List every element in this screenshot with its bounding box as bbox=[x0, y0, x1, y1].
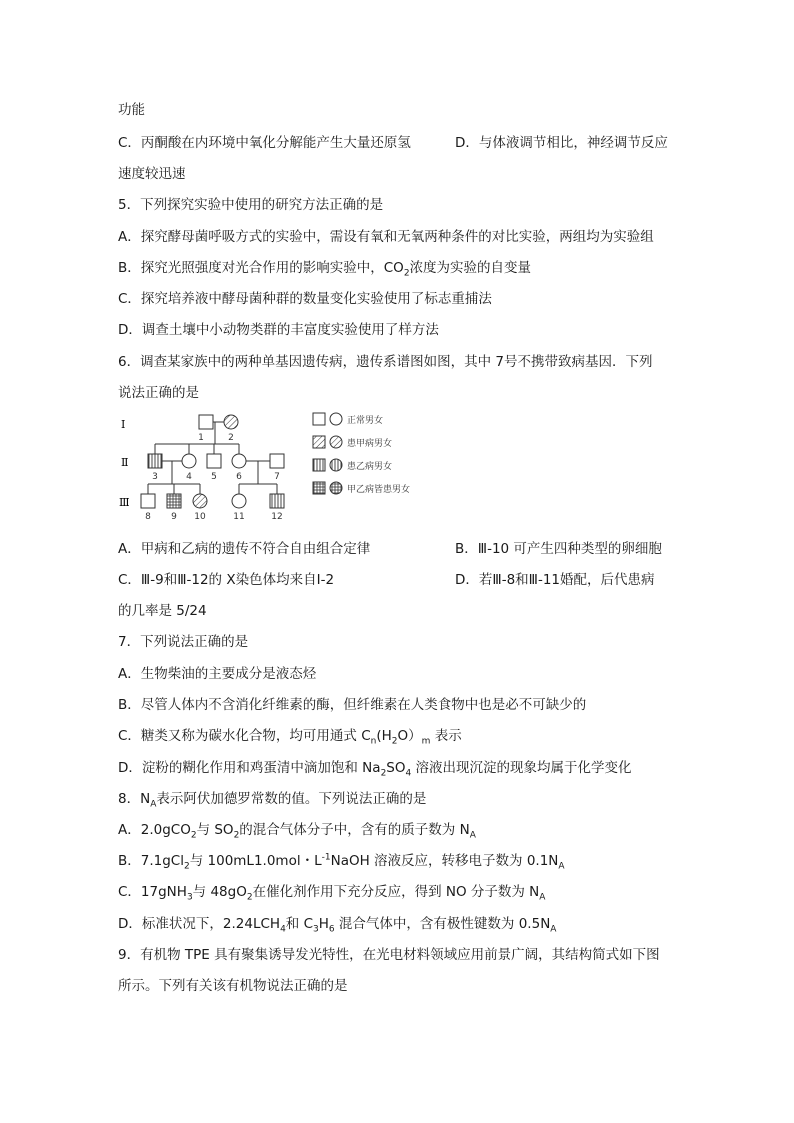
individual-number: 5 bbox=[211, 472, 217, 482]
individual-number: 3 bbox=[152, 472, 158, 482]
individual-9 bbox=[167, 494, 181, 508]
individual-number: 10 bbox=[194, 512, 206, 522]
q6-stem-cont: 说法正确的是 bbox=[118, 385, 199, 401]
q7-option-a: A．生物柴油的主要成分是液态烃 bbox=[118, 666, 317, 682]
q8-option-d: D．标准状况下，$2.24LCH_4$和 $C_3H_6$ 混合气体中，含有极性键数为 $0.5N_A$ bbox=[118, 916, 557, 935]
legend-label: 患乙病男女 bbox=[347, 462, 393, 472]
individual-7 bbox=[270, 454, 284, 468]
q8-stem: 8．$N_A$表示阿伏加德罗常数的值。下列说法正确的是 bbox=[118, 791, 427, 810]
individual-8 bbox=[141, 494, 155, 508]
q5-stem: 5．下列探究实验中使用的研究方法正确的是 bbox=[118, 197, 384, 213]
individual-5 bbox=[207, 454, 221, 468]
q4-option-d-cont: 速度较迅速 bbox=[118, 166, 186, 182]
q7-option-c: C．糖类又称为碳水化合物，均可用通式 $C_n(H_2O)_m$ 表示 bbox=[118, 728, 462, 747]
individual-2 bbox=[224, 415, 238, 429]
q6-stem: 6．调查某家族中的两种单基因遗传病，遗传系谱图如图，其中 7号不携带致病基因．下列 bbox=[118, 354, 653, 370]
q5-option-c: C．探究培养液中酵母菌种群的数量变化实验使用了标志重捕法 bbox=[118, 291, 492, 307]
q5-option-a: A．探究酵母菌呼吸方式的实验中，需设有氧和无氧两种条件的对比实验，两组均为实验组 bbox=[118, 229, 654, 245]
individual-number: 8 bbox=[145, 512, 151, 522]
q4-option-d: D．与体液调节相比，神经调节反应 bbox=[455, 135, 668, 151]
q9-stem: 9．有机物 TPE 具有聚集诱导发光特性，在光电材料领域应用前景广阔，其结构简式如下图 bbox=[118, 947, 660, 963]
legend-label: 正常男女 bbox=[347, 416, 384, 426]
individual-12 bbox=[270, 494, 284, 508]
individual-number: 12 bbox=[271, 512, 283, 522]
legend-label: 甲乙病皆患男女 bbox=[347, 485, 411, 495]
q9-stem-cont: 所示。下列有关该有机物说法正确的是 bbox=[118, 978, 348, 994]
q6-option-d: D．若Ⅲ-8和Ⅲ-11婚配，后代患病 bbox=[455, 572, 655, 588]
q6-option-c: C．Ⅲ-9和Ⅲ-12的 X染色体均来自Ⅰ-2 bbox=[118, 572, 335, 588]
individual-11 bbox=[232, 494, 246, 508]
individual-number: 7 bbox=[274, 472, 280, 482]
text-line: 功能 bbox=[118, 102, 145, 118]
q6-option-d-cont: 的几率是 5/24 bbox=[118, 603, 207, 619]
pedigree-chart bbox=[118, 408, 428, 526]
q8-option-c: C．17gNH$_3$与 $48gO_2$在催化剂作用下充分反应，得到 NO 分子数为 $N_A$ bbox=[118, 884, 546, 903]
q7-option-d: D．淀粉的糊化作用和鸡蛋清中滴加饱和 $Na_2SO_4$ 溶液出现沉淀的现象均属于化学变化 bbox=[118, 760, 632, 779]
q5-option-d: D．调查土壤中小动物类群的丰富度实验使用了样方法 bbox=[118, 322, 439, 338]
q7-stem: 7．下列说法正确的是 bbox=[118, 634, 249, 650]
q8-option-b: B．7.1gCl$_2$与 100mL1.0mol・$L^{-1}NaOH$ 溶液反应，转移电子数为 $0.1N_A$ bbox=[118, 852, 565, 872]
individual-10 bbox=[193, 494, 207, 508]
individual-number: 1 bbox=[198, 433, 204, 443]
q6-option-a: A．甲病和乙病的遗传不符合自由组合定律 bbox=[118, 541, 371, 557]
individual-number: 11 bbox=[233, 512, 245, 522]
q8-option-a: A．2.0gCO$_2$与 $SO_2$的混合气体分子中，含有的质子数为 $N_A$ bbox=[118, 822, 476, 841]
legend-label: 患甲病男女 bbox=[347, 439, 393, 449]
gen-label-2: Ⅱ bbox=[121, 456, 129, 469]
individual-1 bbox=[199, 415, 213, 429]
individual-number: 2 bbox=[228, 433, 234, 443]
individual-number: 4 bbox=[186, 472, 192, 482]
individual-number: 9 bbox=[171, 512, 177, 522]
individual-number: 6 bbox=[236, 472, 242, 482]
q6-option-b: B．Ⅲ-10 可产生四种类型的卵细胞 bbox=[455, 541, 662, 557]
q7-option-b: B．尽管人体内不含消化纤维素的酶，但纤维素在人类食物中也是必不可缺少的 bbox=[118, 697, 587, 713]
gen-label-1: Ⅰ bbox=[121, 418, 126, 431]
q4-option-c: C．丙酮酸在内环境中氧化分解能产生大量还原氢 bbox=[118, 135, 411, 151]
individual-3 bbox=[148, 454, 162, 468]
individual-4 bbox=[182, 454, 196, 468]
q5-option-b: B．探究光照强度对光合作用的影响实验中，$CO_2$浓度为实验的自变量 bbox=[118, 260, 532, 279]
individual-6 bbox=[232, 454, 246, 468]
gen-label-3: Ⅲ bbox=[119, 496, 130, 509]
